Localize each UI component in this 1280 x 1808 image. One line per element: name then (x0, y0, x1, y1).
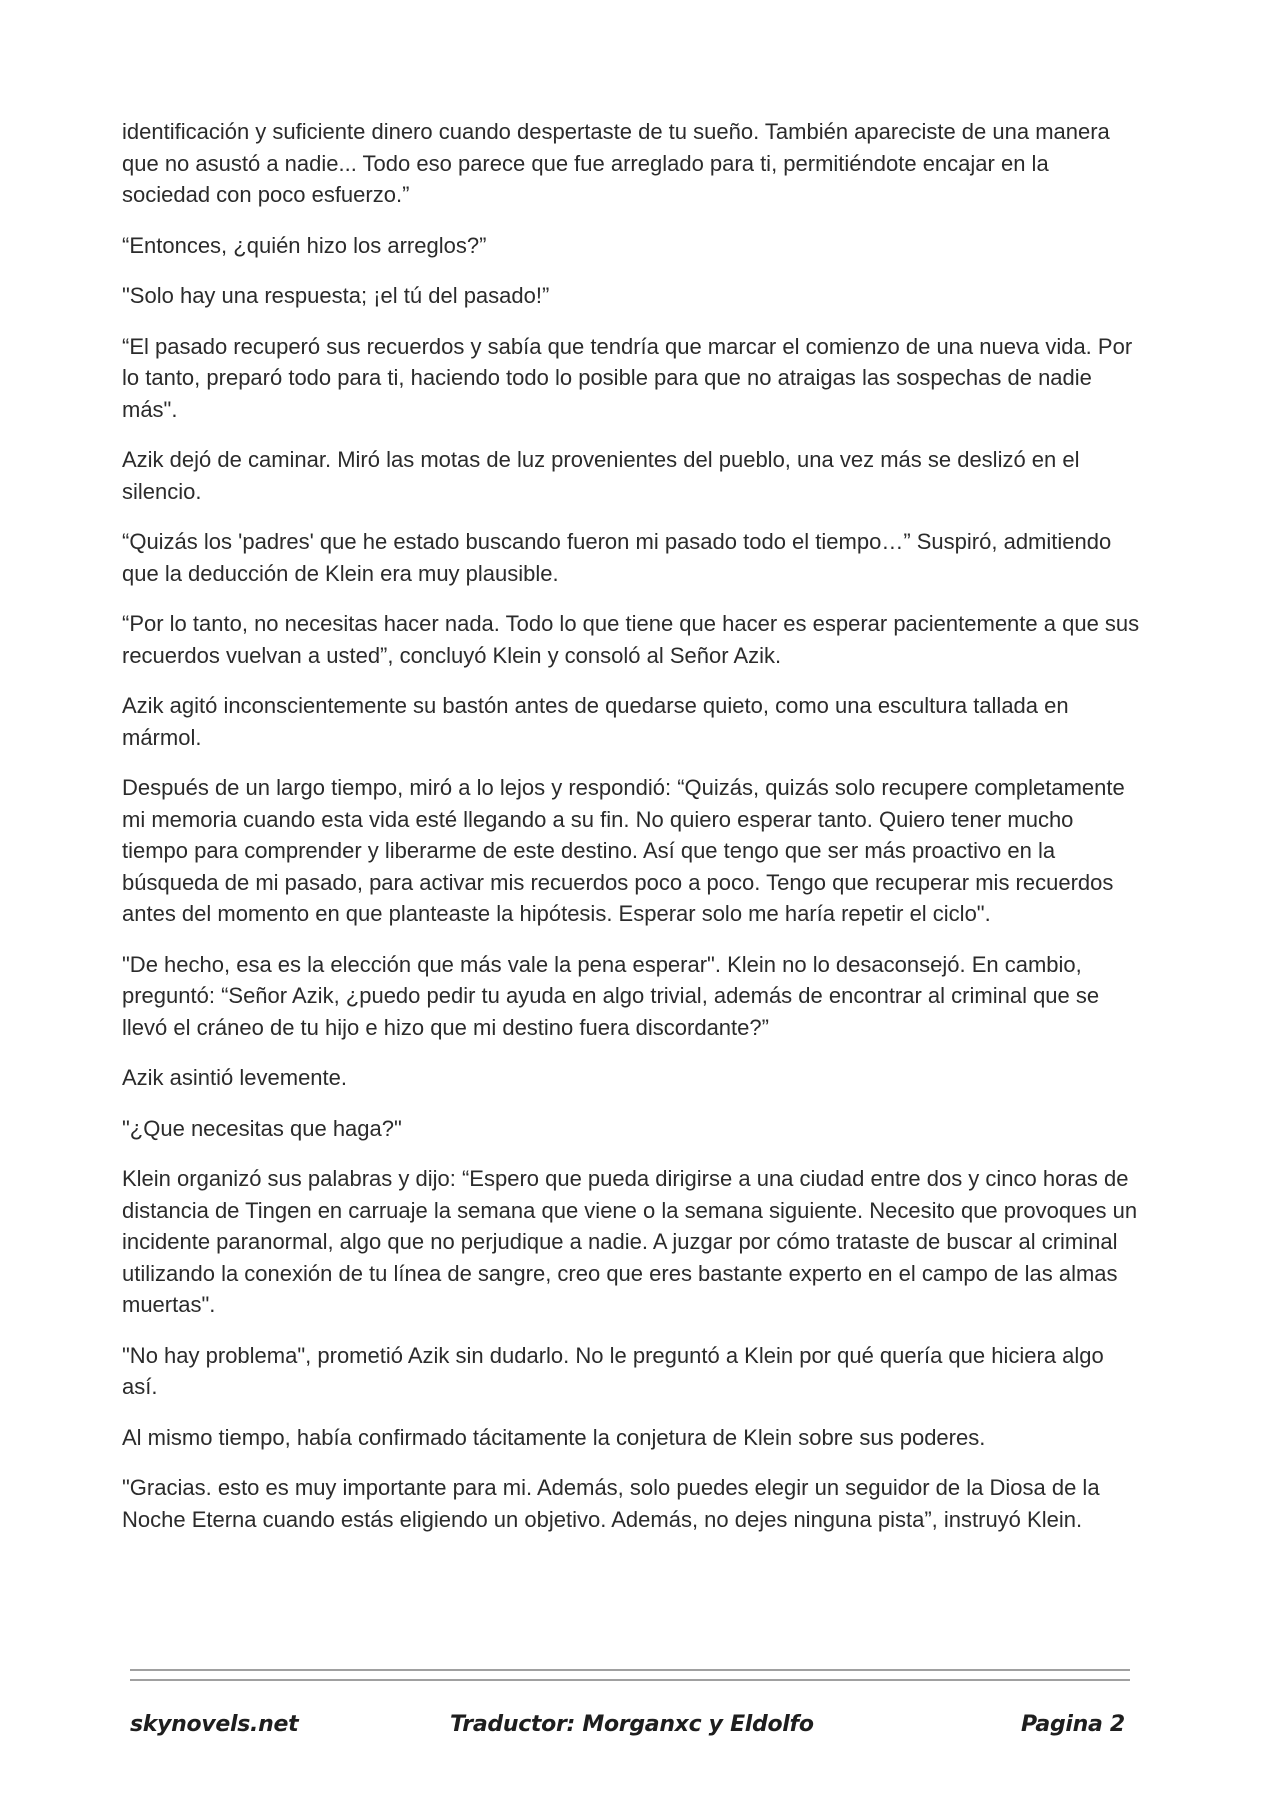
footer-translator: Traductor: Morganxc y Eldolfo (450, 1712, 814, 1737)
footer-divider-top (130, 1669, 1130, 1671)
footer-divider-bottom (130, 1679, 1130, 1681)
paragraph: “Entonces, ¿quién hizo los arreglos?” (122, 232, 487, 258)
paragraph: "Gracias. esto es muy importante para mi. Además, solo puedes elegir un seguidor de la Diosa de la Noche Eterna cuando estás eligiendo un objetivo. Además, no dejes ninguna pista”, instruyó Klein. (122, 1475, 1100, 1532)
paragraph: Azik agitó inconscientemente su bastón antes de quedarse quieto, como una escultura tallada en mármol. (122, 693, 1069, 750)
paragraph: Azik asintió levemente. (122, 1065, 347, 1090)
paragraph: Azik dejó de caminar. Miró las motas de luz provenientes del pueblo, una vez más se deslizó en el silencio. (122, 447, 1080, 504)
paragraph: “Por lo tanto, no necesitas hacer nada. Todo lo que tiene que hacer es esperar pacientemente a que sus recuerdos vuelvan a usted”, concluyó Klein y consoló al Señor Azik. (122, 611, 1140, 668)
paragraph: "¿Que necesitas que haga?" (122, 1115, 402, 1141)
paragraph: Después de un largo tiempo, miró a lo lejos y respondió: “Quizás, quizás solo recupere completamente mi memoria cuando esta vida esté llegando a su fin. No quiero esperar tanto. Quiero tener mucho tiempo para comprender y liberarme de este destino. Así que tengo que ser más proactivo en la búsqueda de mi pasado, para activar mis recuerdos poco a poco. Tengo que recuperar mis recuerdos antes del momento en que planteaste la hipótesis. Esperar solo me haría repetir el ciclo". (122, 775, 1125, 926)
paragraph: “Quizás los 'padres' que he estado buscando fueron mi pasado todo el tiempo…” Suspiró, admitiendo que la deducción de Klein era muy plausible. (122, 529, 1112, 586)
body-text (122, 116, 1142, 1554)
paragraph: “El pasado recuperó sus recuerdos y sabía que tendría que marcar el comienzo de una nueva vida. Por lo tanto, preparó todo para ti, haciendo todo lo posible para que no atraigas las sospechas de nadie más". (122, 333, 1133, 422)
paragraph: "No hay problema", prometió Azik sin dudarlo. No le preguntó a Klein por qué quería que hiciera algo así. (122, 1342, 1104, 1399)
paragraph: identificación y suficiente dinero cuando despertaste de tu sueño. También apareciste de una manera que no asustó a nadie... Todo eso parece que fue arreglado para ti, permitiéndote encajar en la sociedad con poco esfuerzo.” (122, 119, 1110, 207)
footer-site: skynovels.net (130, 1712, 299, 1737)
footer-page-number: Pagina 2 (1021, 1712, 1125, 1737)
paragraph: Al mismo tiempo, había confirmado tácitamente la conjetura de Klein sobre sus poderes. (122, 1424, 986, 1450)
paragraph: "De hecho, esa es la elección que más vale la pena esperar". Klein no lo desaconsejó. En cambio, preguntó: “Señor Azik, ¿puedo pedir tu ayuda en algo trivial, además de encontrar al criminal que se llevó el cráneo de tu hijo e hizo que mi destino fuera discordante?” (122, 951, 1100, 1040)
paragraph: Klein organizó sus palabras y dijo: “Espero que pueda dirigirse a una ciudad entre dos y cinco horas de distancia de Tingen en carruaje la semana que viene o la semana siguiente. Necesito que provoques un incidente paranormal, algo que no perjudique a nadie. A juzgar por cómo trataste de buscar al criminal utilizando la conexión de tu línea de sangre, creo que eres bastante experto en el campo de las almas muertas". (122, 1166, 1138, 1317)
paragraph: "Solo hay una respuesta; ¡el tú del pasado!” (122, 283, 550, 308)
